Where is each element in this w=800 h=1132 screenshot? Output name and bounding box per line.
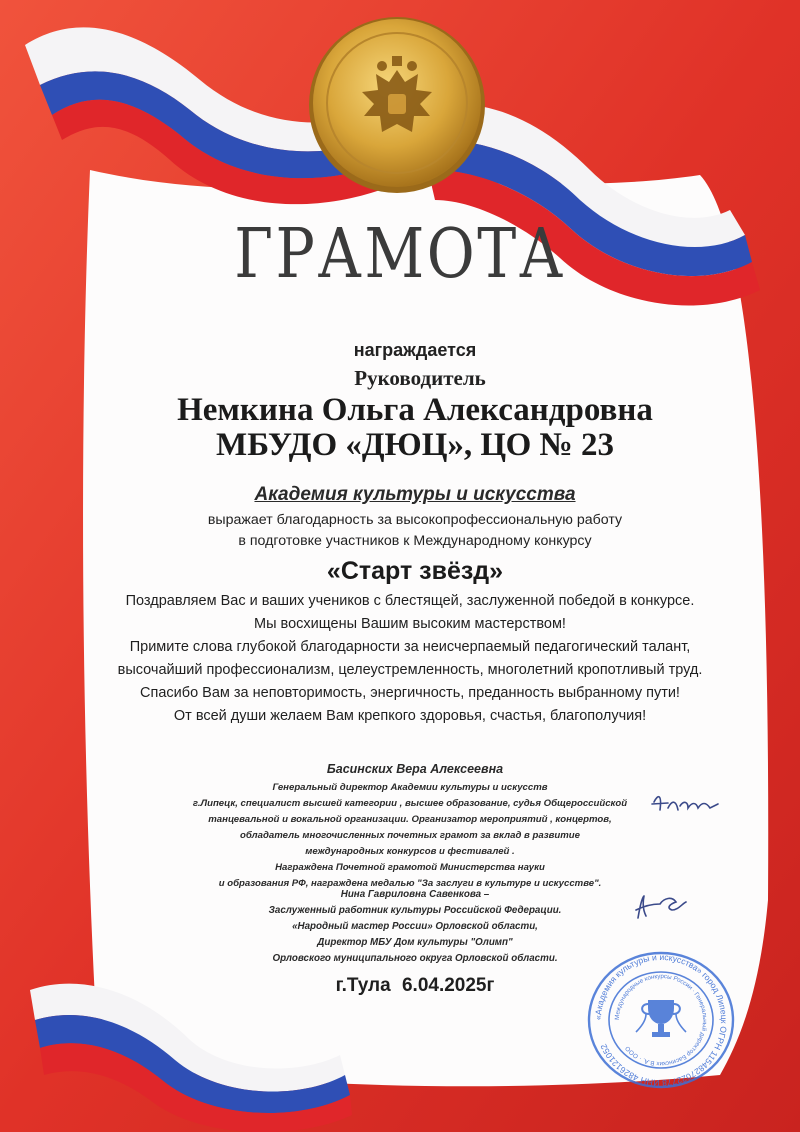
recipient-organization: МБУДО «ДЮЦ», ЦО № 23 — [216, 427, 614, 463]
signatory2-line: Орловского муниципального округа Орловской области. — [272, 953, 558, 964]
thanks-line: выражает благодарность за высокопрофессиональную работу — [207, 512, 623, 528]
signatory2-line: Заслуженный работник культуры Российской Федерации. — [268, 905, 562, 916]
awarded-label: награждается — [353, 340, 477, 360]
contest-name: «Старт звёзд» — [326, 557, 504, 585]
recipient-name: Немкина Ольга Александровна — [177, 392, 653, 428]
organization-seal — [586, 950, 736, 1090]
trophy-icon — [636, 1000, 686, 1037]
signatory1-line: танцевальной и вокальной организации. Организатор мероприятий , концертов, — [208, 814, 612, 825]
signature-2 — [630, 890, 710, 924]
gold-medal — [309, 17, 485, 193]
signatory1-name: Басинских Вера Алексеевна — [326, 762, 504, 776]
seal-inner-textpath: Международные конкурсы России · Генеральный директор Басинских В.А. · ООО — [613, 972, 709, 1068]
academy-name: Академия культуры и искусства — [254, 484, 576, 505]
congrats-line: Примите слова глубокой благодарности за неисчерпаемый педагогический талант, — [129, 639, 691, 655]
congrats-line: Поздравляем Вас и ваших учеников с блестящей, заслуженной победой в конкурсе. — [125, 593, 695, 609]
signatory1-line: г.Липецк, специалист высшей категории , высшее образование, судья Общероссийской — [192, 798, 628, 809]
thanks-line: в подготовке участников к Международному конкурсу — [238, 533, 592, 549]
signatory2-line: «Народный мастер России» Орловской области, — [292, 921, 538, 932]
seal-outer-textpath: «Академия культуры и искусства» город Липецк ОГРН 1154827022778 ИНН 4826121052 — [592, 951, 730, 1089]
congrats-line: высочайший профессионализм, целеустремленность, многолетний кропотливый труд. — [117, 662, 703, 678]
congratulations-text — [10, 590, 800, 728]
signatory1-line: Награждена Почетной грамотой Министерства науки — [275, 862, 545, 873]
signatory1-line: и образования РФ, награждена медалью "За заслуги в культуре и искусстве". — [218, 878, 602, 889]
congrats-line: Мы восхищены Вашим высоким мастерством! — [254, 616, 566, 632]
place-and-date: г.Тула 6.04.2025г — [335, 975, 495, 996]
certificate-title: ГРАМОТА — [234, 215, 566, 294]
thanks-text — [15, 510, 800, 552]
signatory2-line: Директор МБУ Дом культуры "Олимп" — [317, 937, 513, 948]
congrats-line: От всей души желаем Вам крепкого здоровья, счастья, благополучия! — [173, 708, 647, 724]
signatory1-line: обладатель многочисленных почетных грамот за вклад в развитие — [240, 830, 580, 841]
signatory1-line: международных конкурсов и фестивалей . — [305, 846, 515, 857]
signatory1-line: Генеральный директор Академии культуры и искусств — [272, 782, 548, 793]
congrats-line: Спасибо Вам за неповторимость, энергичность, преданность выбранному пути! — [140, 685, 680, 701]
recipient-role: Руководитель — [354, 366, 486, 390]
signature-1 — [648, 790, 728, 820]
signatory2-line: Нина Гавриловна Савенкова – — [340, 889, 490, 900]
